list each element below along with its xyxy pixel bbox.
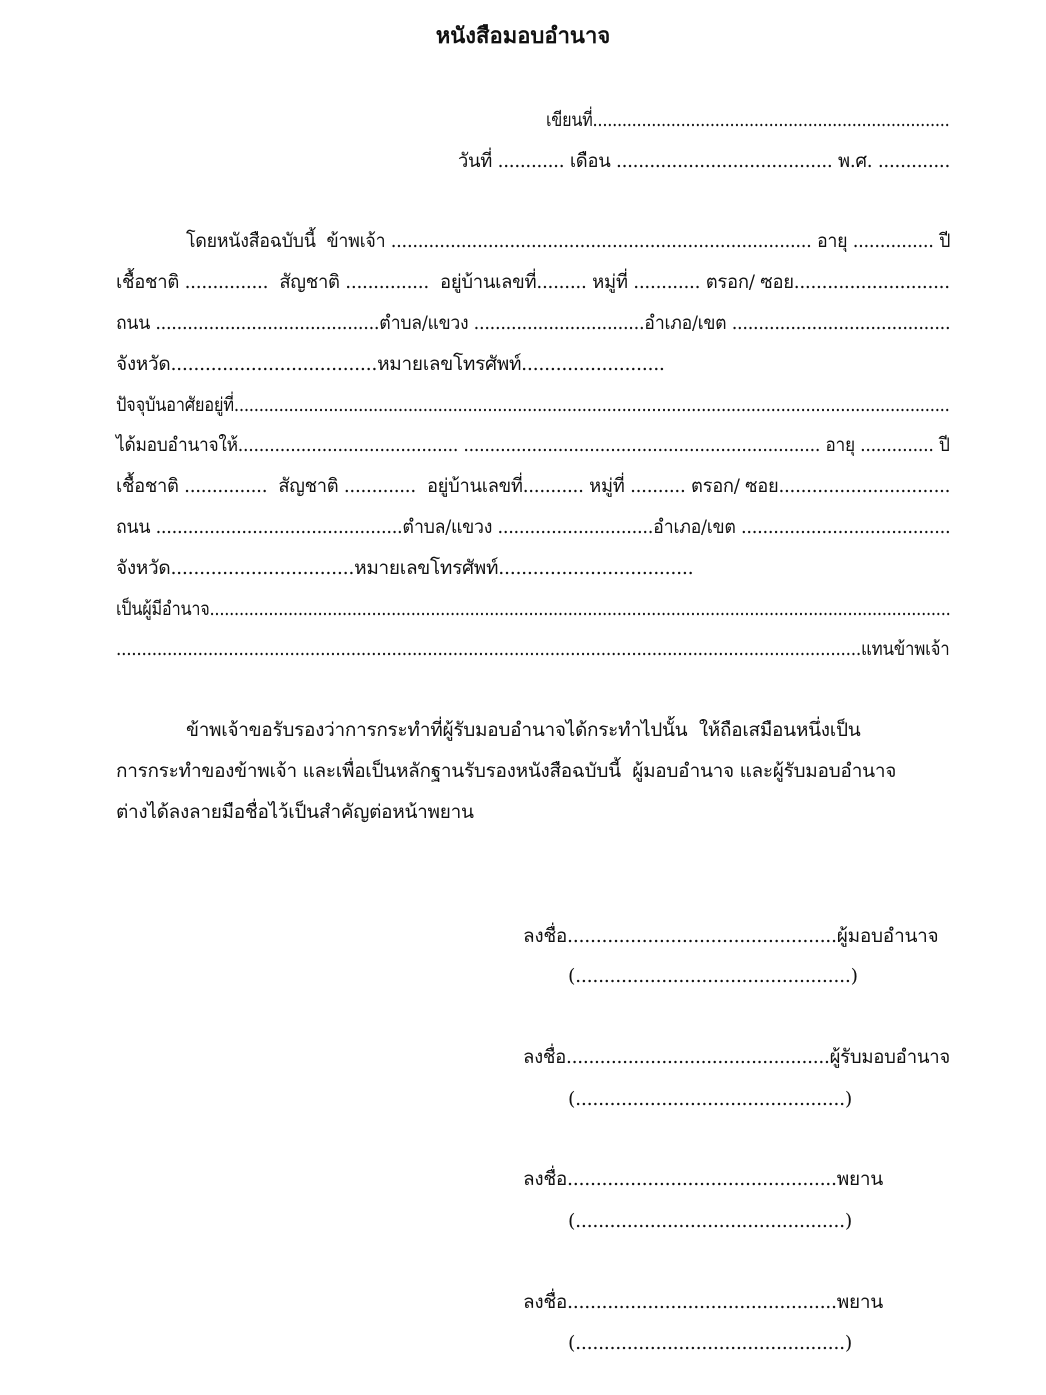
certification-line-3: ต่างได้ลงลายมือชื่อไว้เป็นสำคัญต่อหน้าพยาน [116,801,474,823]
certification-line-2: การกระทำของข้าพเจ้า และเพื่อเป็นหลักฐานรับรองหนังสือฉบับนี้ ผู้มอบอำนาจ และผู้รับมอบอำนาจ [116,760,897,782]
certification-line-1: ข้าพเจ้าขอรับรองว่าการกระทำที่ผู้รับมอบอำนาจได้กระทำไปนั้น ให้ถือเสมือนหนึ่งเป็น [186,719,861,741]
grantor-road-line: ถนน ..........................................ตำบล/แขวง ................................อำเภอ/เขต ......................................... [116,312,951,334]
witness-1-printed-name: (...............................................) [568,1210,852,1232]
grantee-province-line: จังหวัด................................หมายเลขโทรศัพท์.................................. [116,557,694,579]
grantee-name-line: ได้มอบอำนาจให้.......................................... .................................................................... อายุ .............. ปี [116,434,950,456]
on-behalf-line: ..................................................................................................................................................แทนข้าพเจ้า [116,638,950,660]
grantor-signature-line: ลงชื่อ...............................................ผู้มอบอำนาจ [523,925,939,947]
witness-2-printed-name: (...............................................) [568,1332,852,1354]
date-line: วันที่ ............ เดือน ....................................... พ.ศ. ............. [458,150,951,172]
witness-2-signature-line: ลงชื่อ...............................................พยาน [523,1291,883,1313]
grantor-name-line: โดยหนังสือฉบับนี้ ข้าพเจ้า .............................................................................. อายุ ............... ปี [186,230,951,252]
grantor-province-line: จังหวัด....................................หมายเลขโทรศัพท์......................... [116,353,665,375]
authority-line: เป็นผู้มีอำนาจ....................................................................................................................................................... [116,598,951,620]
grantee-road-line: ถนน ..............................................ตำบล/แขวง .............................อำเภอ/เขต ....................................... [116,516,951,538]
grantor-nationality-line: เชื้อชาติ ............... สัญชาติ ............... อยู่บ้านเลขที่......... หมู่ที่ ............ ตรอก/ ซอย............................ [116,271,950,293]
witness-1-signature-line: ลงชื่อ...............................................พยาน [523,1168,883,1190]
document-title: หนังสือมอบอำนาจ [435,23,611,49]
grantee-nationality-line: เชื้อชาติ ............... สัญชาติ ............. อยู่บ้านเลขที่........... หมู่ที่ .......... ตรอก/ ซอย............................... [116,475,951,497]
grantee-printed-name: (...............................................) [568,1088,852,1110]
grantee-signature-line: ลงชื่อ...............................................ผู้รับมอบอำนาจ [523,1046,951,1068]
written-at-line: เขียนที่......................................................................... [546,109,950,131]
grantor-residence-line: ปัจจุบันอาศัยอยู่ที่................................................................................................................................................ [116,394,950,416]
grantor-printed-name: (................................................) [568,965,858,987]
